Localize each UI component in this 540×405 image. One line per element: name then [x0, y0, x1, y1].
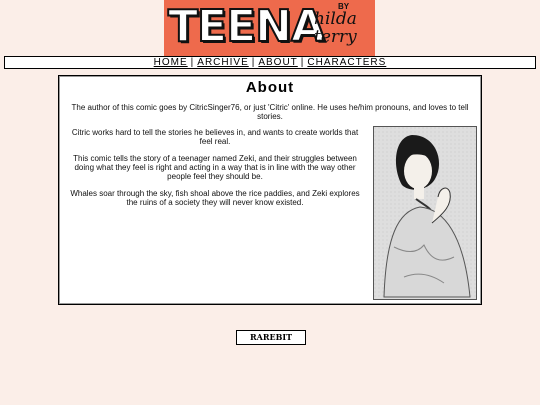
logo-title: TEENA	[168, 1, 325, 52]
rarebit-badge-link[interactable]	[236, 330, 306, 345]
rarebit-badge-label: RAREBIT	[249, 332, 293, 342]
logo-signature: hilda terry	[314, 9, 357, 47]
nav-separator: |	[251, 57, 256, 68]
nav-home-link[interactable]: HOME	[153, 57, 188, 68]
nav-characters-link[interactable]: CHARACTERS	[307, 57, 387, 68]
portrait-illustration	[374, 127, 476, 299]
about-panel	[58, 75, 482, 305]
nav-separator: |	[190, 57, 195, 68]
nav-archive-link[interactable]: ARCHIVE	[197, 57, 249, 68]
about-intro: The author of this comic goes by CitricSinger76, or just 'Citric' online. He uses he/him pronouns, and loves to tell stories.	[71, 103, 469, 121]
nav-bar	[4, 56, 536, 69]
logo-by: BY	[338, 2, 350, 11]
site-logo-banner[interactable]	[164, 0, 375, 56]
nav-separator: |	[300, 57, 305, 68]
nav-about-link[interactable]: ABOUT	[258, 57, 298, 68]
about-paragraph: This comic tells the story of a teenager named Zeki, and their struggles between doing what they feel is right and acting in a way that is in line with the way other people feel they should be.	[73, 154, 357, 181]
about-paragraph: Whales soar through the sky, fish shoal above the rice paddies, and Zeki explores the ruins of a society they will never know existed.	[70, 189, 360, 207]
about-text-column	[65, 128, 365, 215]
page-title: About	[245, 79, 295, 96]
about-paragraph: Citric works hard to tell the stories he believes in, and wants to create worlds that feel real.	[71, 128, 359, 146]
author-portrait-image	[373, 126, 477, 300]
